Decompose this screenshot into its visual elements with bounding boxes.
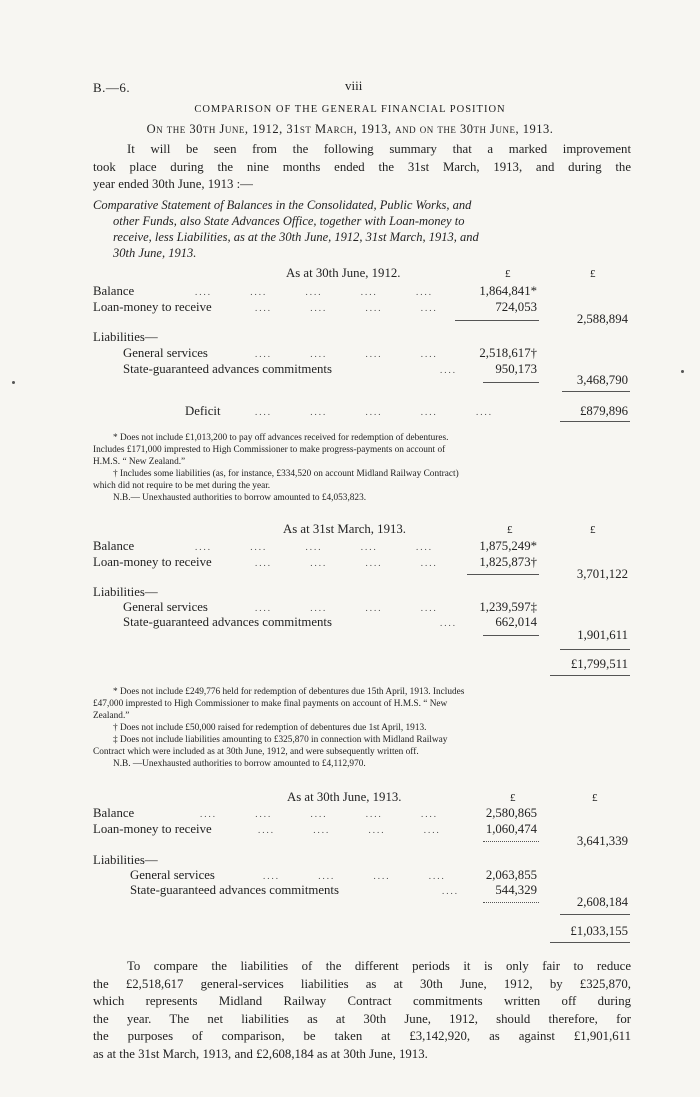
closing-line: the year. The net liabilities as at 30th June, 1912, should therefore, for [93, 1011, 631, 1026]
total-underline [560, 421, 630, 422]
state-guaranteed-value: 950,173 [495, 362, 537, 376]
intro-line: It will be seen from the following summary that a marked improvement [127, 142, 631, 156]
scan-speck [681, 370, 684, 373]
loan-money-value: 1,825,873† [479, 555, 537, 569]
pound-column-header: £ [507, 524, 513, 536]
footnote: H.M.S. “ New Zealand.” [93, 457, 186, 467]
assets-total-row [0, 834, 700, 850]
row-label: Loan-money to receive [93, 300, 212, 314]
leader-dots: .... .... .... .... .... [200, 809, 438, 819]
liabilities-total-row [0, 895, 700, 911]
footnote: which did not require to be met during the year. [93, 481, 271, 491]
pound-column-header: £ [590, 524, 596, 536]
assets-total: 3,641,339 [576, 834, 628, 848]
assets-total: 2,588,894 [576, 312, 628, 326]
intro-line: year ended 30th June, 1913 :— [93, 177, 253, 191]
assets-total-row [0, 312, 700, 328]
deficit-label: Deficit [185, 404, 221, 418]
heading-line: 30th June, 1913. [113, 246, 197, 260]
closing-line: the purposes of comparison, be taken at £3,142,920, as against £1,901,611 [93, 1029, 631, 1043]
leader-dots: .... [442, 886, 459, 896]
row-label: Liabilities— [93, 585, 158, 599]
total-rule [560, 914, 630, 915]
leader-dots: .... .... .... .... [258, 825, 441, 835]
leader-dots: .... [440, 365, 457, 375]
liabilities-total: 3,468,790 [576, 373, 628, 387]
liabilities-total-row [0, 373, 700, 389]
footnote: £47,000 imprested to High Commissioner to make final payments on account of H.M.S. “ New [93, 699, 448, 709]
general-services-value: 2,518,617† [479, 346, 537, 360]
leader-dots: .... .... .... .... [255, 558, 438, 568]
row-label: State-guaranteed advances commitments [123, 615, 332, 629]
footnote: Contract which were included as at 30th June, 1912, and were subsequently written off. [93, 747, 419, 757]
balance-value: 1,864,841* [479, 284, 537, 298]
page-subtitle: On the 30th June, 1912, 31st March, 1913, and on the 30th June, 1913. [146, 122, 554, 136]
balance-row [0, 806, 700, 822]
leader-dots: .... .... .... .... [255, 349, 438, 359]
row-label: Loan-money to receive [93, 555, 212, 569]
footnote: Zealand.” [93, 711, 130, 721]
pound-column-header: £ [592, 792, 598, 804]
liabilities-total: 1,901,611 [577, 628, 628, 642]
row-label: General services [123, 346, 208, 360]
footnote: Includes £171,000 imprested to High Commissioner to make progress-payments on account of [93, 445, 446, 455]
state-guaranteed-value: 662,014 [495, 615, 537, 629]
page-title: COMPARISON OF THE GENERAL FINANCIAL POSITION [194, 104, 506, 115]
pound-column-header: £ [505, 268, 511, 280]
closing-line: the £2,518,617 general-services liabilities as at 30th June, 1912, by £325,870, [93, 976, 631, 991]
general-services-value: 1,239,597‡ [479, 600, 537, 614]
footnotes-march-1913 [93, 686, 628, 770]
closing-line: which represents Midland Railway Contract commitments written off during [93, 994, 631, 1008]
footnote: † Does not include £50,000 raised for redemption of debentures due 1st April, 1913. [113, 723, 427, 733]
balance-value: 2,580,865 [485, 806, 537, 820]
scan-speck [12, 381, 15, 384]
section-heading: As at 30th June, 1912. [286, 266, 401, 280]
balance-value: 1,875,249* [479, 539, 537, 553]
row-label: General services [130, 868, 215, 882]
footnote: † Includes some liabilities (as, for instance, £334,520 on account Midland Railway Contract) [113, 469, 459, 479]
footnote: * Does not include £1,013,200 to pay off advances received for redemption of debentures. [113, 433, 449, 443]
balance-row [0, 539, 700, 555]
row-label: Loan-money to receive [93, 822, 212, 836]
intro-paragraph [93, 141, 631, 194]
leader-dots: .... .... .... .... [263, 871, 446, 881]
assets-total: 3,701,122 [576, 567, 628, 581]
state-guaranteed-value: 544,329 [495, 883, 537, 897]
general-services-row [0, 868, 700, 884]
row-label: State-guaranteed advances commitments [123, 362, 332, 376]
total-rule [560, 649, 630, 650]
liabilities-total-row [0, 628, 700, 644]
row-label: Balance [93, 284, 135, 298]
result-row [0, 657, 700, 673]
row-label: Liabilities— [93, 330, 158, 344]
row-label: Balance [93, 806, 135, 820]
footnotes-1912 [93, 432, 628, 504]
footnote: ‡ Does not include liabilities amounting to £325,870 in connection with Midland Railway [113, 735, 448, 745]
section-heading: As at 31st March, 1913. [283, 522, 406, 536]
row-label: Liabilities— [93, 853, 158, 867]
comparative-statement-heading [93, 197, 628, 261]
heading-line: receive, less Liabilities, as at the 30th June, 1912, 31st March, 1913, and [113, 230, 479, 244]
liabilities-total: 2,608,184 [576, 895, 628, 909]
intro-line: took place during the nine months ended the 31st March, 1913, and during the [93, 159, 631, 174]
total-rule [562, 391, 630, 392]
liabilities-heading-row [0, 585, 700, 601]
closing-line: To compare the liabilities of the different periods it is only fair to reduce [127, 959, 631, 973]
leader-dots: .... [440, 618, 457, 628]
footnote: * Does not include £249,776 held for redemption of debentures due 15th April, 1913. Includes [113, 687, 465, 697]
result-row [0, 924, 700, 940]
leader-dots: .... .... .... .... .... [195, 542, 433, 552]
pound-column-header: £ [510, 792, 516, 804]
liabilities-heading-row [0, 853, 700, 869]
page-number: viii [345, 78, 363, 93]
heading-line: other Funds, also State Advances Office, together with Loan-money to [113, 214, 465, 228]
section-heading: As at 30th June, 1913. [287, 790, 402, 804]
row-label: State-guaranteed advances commitments [130, 883, 339, 897]
row-label: Balance [93, 539, 135, 553]
pound-column-header: £ [590, 268, 596, 280]
loan-money-value: 724,053 [495, 300, 537, 314]
deficit-value: £879,896 [580, 404, 628, 418]
general-services-row [0, 600, 700, 616]
row-label: General services [123, 600, 208, 614]
surplus-value: £1,033,155 [570, 924, 628, 938]
balance-row [0, 284, 700, 300]
general-services-value: 2,063,855 [485, 868, 537, 882]
page-reference: B.—6. [93, 80, 131, 95]
total-underline [550, 675, 630, 676]
loan-money-value: 1,060,474 [485, 822, 537, 836]
footnote: N.B.— Unexhausted authorities to borrow amounted to £4,053,823. [113, 493, 367, 503]
heading-line: Comparative Statement of Balances in the Consolidated, Public Works, and [93, 198, 472, 212]
closing-line: as at the 31st March, 1913, and £2,608,184 as at 30th June, 1913. [93, 1046, 428, 1061]
leader-dots: .... .... .... .... [255, 603, 438, 613]
assets-total-row [0, 567, 700, 583]
liabilities-heading-row [0, 330, 700, 346]
surplus-value: £1,799,511 [570, 657, 628, 671]
leader-dots: .... .... .... .... .... [255, 407, 493, 417]
footnote: N.B. —Unexhausted authorities to borrow amounted to £4,112,970. [113, 759, 366, 769]
closing-paragraph [93, 958, 631, 1063]
total-underline [550, 942, 630, 943]
result-row [0, 404, 700, 420]
leader-dots: .... .... .... .... [255, 303, 438, 313]
leader-dots: .... .... .... .... .... [195, 287, 433, 297]
general-services-row [0, 346, 700, 362]
